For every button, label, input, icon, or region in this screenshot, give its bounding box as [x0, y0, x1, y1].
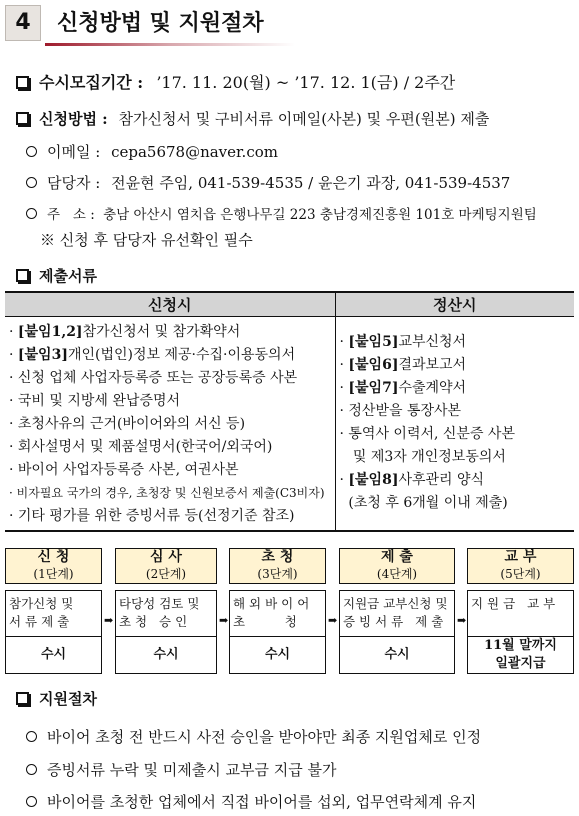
documents-heading — [16, 265, 97, 286]
doc-text: (초청 후 6개월 이내 제출) — [348, 494, 508, 511]
settle-doc-item — [340, 469, 571, 492]
step-timing-line: 수시 — [153, 647, 179, 662]
section-header — [5, 2, 575, 44]
procedure-label: 지원절차 — [39, 690, 97, 708]
method-label: 신청방법 : — [39, 110, 108, 128]
period-row — [16, 70, 455, 93]
step-stage: (3단계) — [257, 567, 298, 581]
section-number: 4 — [5, 5, 41, 41]
apply-docs-cell — [5, 316, 335, 531]
bullet-dot: · — [339, 333, 349, 350]
doc-text: 통역사 이력서, 신분증 사본 — [348, 425, 515, 442]
settle-doc-item — [340, 446, 571, 469]
step-desc-line: 타당성 검토 및 — [119, 596, 200, 611]
settle-doc-item — [340, 423, 571, 446]
doc-text: 국비 및 지방세 완납증명서 — [17, 392, 181, 409]
step-body — [229, 590, 326, 674]
doc-text: 및 제3자 개인정보동의서 — [352, 448, 506, 465]
address-label: 주 소 : — [47, 207, 95, 223]
settle-doc-item — [340, 400, 571, 423]
apply-doc-item — [9, 367, 331, 390]
contact-value: 전윤현 주임, 041-539-4535 / 윤은기 과장, 041-539-4537 — [111, 174, 511, 192]
square-bullet-icon — [16, 76, 29, 89]
circle-bullet-icon — [26, 177, 37, 188]
step-desc-line: 지 원 금 교 부 — [471, 596, 556, 611]
email-label: 이메일 : — [47, 143, 101, 161]
procedure-item-text: 바이어를 초청한 업체에서 직접 바이어를 섭외, 업무연락체계 유지 — [47, 793, 477, 811]
bullet-dot: · — [9, 346, 18, 363]
step-desc-line: 참가신청 및 — [9, 596, 74, 611]
step-body — [339, 590, 455, 674]
apply-doc-item — [9, 459, 331, 482]
bullet-dot: · — [339, 356, 349, 373]
arrow-right-icon: ➡ — [457, 614, 467, 627]
bullet-dot: · — [339, 425, 349, 442]
section-title: 신청방법 및 지원절차 — [57, 11, 264, 36]
step-stage: (2단계) — [145, 567, 187, 581]
bullet-dot: · — [9, 438, 18, 455]
attachment-tag: [붙임7] — [348, 379, 399, 396]
email-value[interactable]: cepa5678@naver.com — [111, 143, 278, 161]
bullet-dot: · — [9, 485, 17, 500]
step-timing — [230, 637, 325, 673]
step-description — [6, 591, 101, 637]
circle-bullet-icon — [26, 731, 37, 742]
procedure-item-text: 바이어 초청 전 반드시 사전 승인을 받아야만 최종 지원업체로 인정 — [47, 728, 482, 746]
step-description — [340, 591, 454, 637]
settle-doc-item — [340, 331, 571, 354]
step-2 — [115, 548, 217, 674]
square-bullet-icon — [16, 269, 29, 282]
procedure-item-text: 증빙서류 누락 및 미제출시 교부금 지급 불가 — [47, 761, 337, 779]
apply-doc-item — [9, 390, 331, 413]
settle-doc-item — [340, 377, 571, 400]
documents-label: 제출서류 — [39, 267, 97, 285]
step-timing-line: 수시 — [264, 647, 291, 662]
doc-text: 신청 업체 사업자등록증 또는 공장등록증 사본 — [17, 369, 298, 386]
square-bullet-icon — [16, 692, 29, 705]
bullet-dot: · — [9, 507, 18, 524]
bullet-dot: · — [339, 402, 349, 419]
column-header-apply: 신청시 — [5, 292, 335, 316]
square-bullet-icon — [16, 112, 29, 125]
step-header — [467, 548, 574, 584]
attachment-tag: [붙임8] — [348, 471, 399, 488]
doc-text: 회사설명서 및 제품설명서(한국어/외국어) — [17, 438, 273, 455]
apply-doc-item — [9, 436, 331, 459]
arrow-right-icon: ➡ — [104, 614, 114, 627]
circle-bullet-icon — [26, 796, 37, 807]
bullet-dot — [340, 449, 353, 465]
step-title: 심 사 — [150, 549, 182, 565]
arrow-right-icon: ➡ — [219, 614, 229, 627]
apply-doc-item — [9, 344, 331, 367]
period-value: ’17. 11. 20(월) ~ ’17. 12. 1(금) / 2주간 — [156, 73, 456, 92]
procedure-heading — [16, 688, 97, 709]
arrow-right-icon: ➡ — [328, 614, 338, 627]
step-title: 제 출 — [381, 549, 413, 565]
step-4 — [339, 548, 455, 674]
doc-text: 비자필요 국가의 경우, 초청장 및 신원보증서 제출(C3비자) — [16, 485, 325, 500]
method-contact — [26, 172, 510, 193]
step-stage: (4단계) — [376, 567, 418, 581]
settle-docs-cell — [335, 316, 574, 531]
step-stage: (1단계) — [33, 567, 74, 581]
doc-text: 기타 평가를 위한 증빙서류 등(선정기준 참조) — [17, 507, 295, 524]
step-timing — [468, 637, 573, 673]
bullet-dot: · — [9, 323, 18, 340]
step-title: 교 부 — [504, 549, 537, 565]
step-timing-line: 수시 — [384, 647, 410, 662]
apply-doc-item — [9, 413, 331, 436]
address-value: 충남 아산시 염치읍 은행나무길 223 충남경제진흥원 101호 마케팅지원팀 — [103, 207, 537, 223]
method-email — [26, 141, 278, 162]
method-value: 참가신청서 및 구비서류 이메일(사본) 및 우편(원본) 제출 — [118, 110, 490, 128]
step-description — [468, 591, 573, 637]
doc-text: 초청사유의 근거(바이어와의 서신 등) — [17, 415, 246, 432]
step-timing-line: 일괄지급 — [495, 656, 546, 671]
step-desc-line: 지원금 교부신청 및 — [343, 596, 448, 611]
attachment-tag: [붙임6] — [348, 356, 399, 373]
period-label: 수시모집기간 : — [39, 73, 144, 92]
bullet-dot: · — [9, 461, 18, 478]
step-3 — [229, 548, 326, 674]
procedure-item — [26, 791, 476, 812]
step-desc-line: 초 청 — [233, 614, 297, 629]
step-header — [115, 548, 217, 584]
column-header-settle: 정산시 — [335, 292, 574, 316]
step-description — [116, 591, 216, 637]
step-timing-line: 수시 — [40, 647, 67, 662]
step-stage: (5단계) — [500, 567, 541, 581]
doc-text: 개인(법인)정보 제공·수집·이용동의서 — [67, 346, 296, 363]
bullet-dot: · — [9, 415, 18, 432]
doc-text: 사후관리 양식 — [398, 471, 485, 488]
step-desc-line: 서 류 제 출 — [9, 614, 70, 629]
doc-text: 바이어 사업자등록증 사본, 여권사본 — [17, 461, 239, 478]
step-desc-line: 초 청 승 인 — [119, 614, 188, 629]
procedure-item — [26, 759, 336, 780]
step-timing — [116, 637, 216, 673]
bullet-dot: · — [9, 369, 18, 386]
documents-table — [5, 291, 574, 532]
contact-label: 담당자 : — [47, 174, 101, 192]
step-body — [5, 590, 102, 674]
step-timing-line: 11월 말까지 — [484, 638, 557, 653]
step-1 — [5, 548, 102, 674]
attachment-tag: [붙임5] — [348, 333, 399, 350]
step-desc-line: 증 빙 서 류 제 출 — [343, 614, 444, 629]
apply-doc-item — [9, 482, 331, 505]
apply-docs-list — [9, 321, 331, 528]
doc-text: 정산받을 통장사본 — [348, 402, 462, 419]
title-underline — [45, 43, 295, 46]
bullet-dot: · — [339, 471, 349, 488]
settle-doc-item — [340, 492, 571, 515]
procedure-item — [26, 726, 481, 747]
step-desc-line: 해 외 바 이 어 — [233, 596, 310, 611]
bullet-dot: · — [339, 379, 349, 396]
bullet-dot: · — [9, 392, 18, 409]
settle-doc-item — [340, 354, 571, 377]
step-header — [339, 548, 455, 584]
step-header — [5, 548, 102, 584]
step-5 — [467, 548, 574, 674]
step-title: 초 청 — [261, 549, 294, 565]
step-header — [229, 548, 326, 584]
step-title: 신 청 — [37, 549, 70, 565]
doc-text: 수출계약서 — [398, 379, 467, 396]
procedure-steps — [5, 548, 574, 676]
step-body — [115, 590, 217, 674]
attachment-tag: [붙임3] — [17, 346, 68, 363]
doc-text: 교부신청서 — [398, 333, 467, 350]
circle-bullet-icon — [26, 764, 37, 775]
method-note: ※ 신청 후 담당자 유선확인 필수 — [40, 231, 253, 249]
step-timing — [340, 637, 454, 673]
circle-bullet-icon — [26, 146, 37, 157]
attachment-tag: [붙임1,2] — [17, 323, 83, 340]
doc-text: 참가신청서 및 참가확약서 — [82, 323, 241, 340]
doc-text: 결과보고서 — [398, 356, 467, 373]
settle-docs-list — [340, 331, 571, 515]
step-description — [230, 591, 325, 637]
step-body — [467, 590, 574, 674]
apply-doc-item — [9, 505, 331, 528]
method-row — [16, 108, 489, 129]
step-timing — [6, 637, 101, 673]
method-address — [26, 203, 537, 223]
apply-doc-item — [9, 321, 331, 344]
circle-bullet-icon — [26, 208, 37, 219]
